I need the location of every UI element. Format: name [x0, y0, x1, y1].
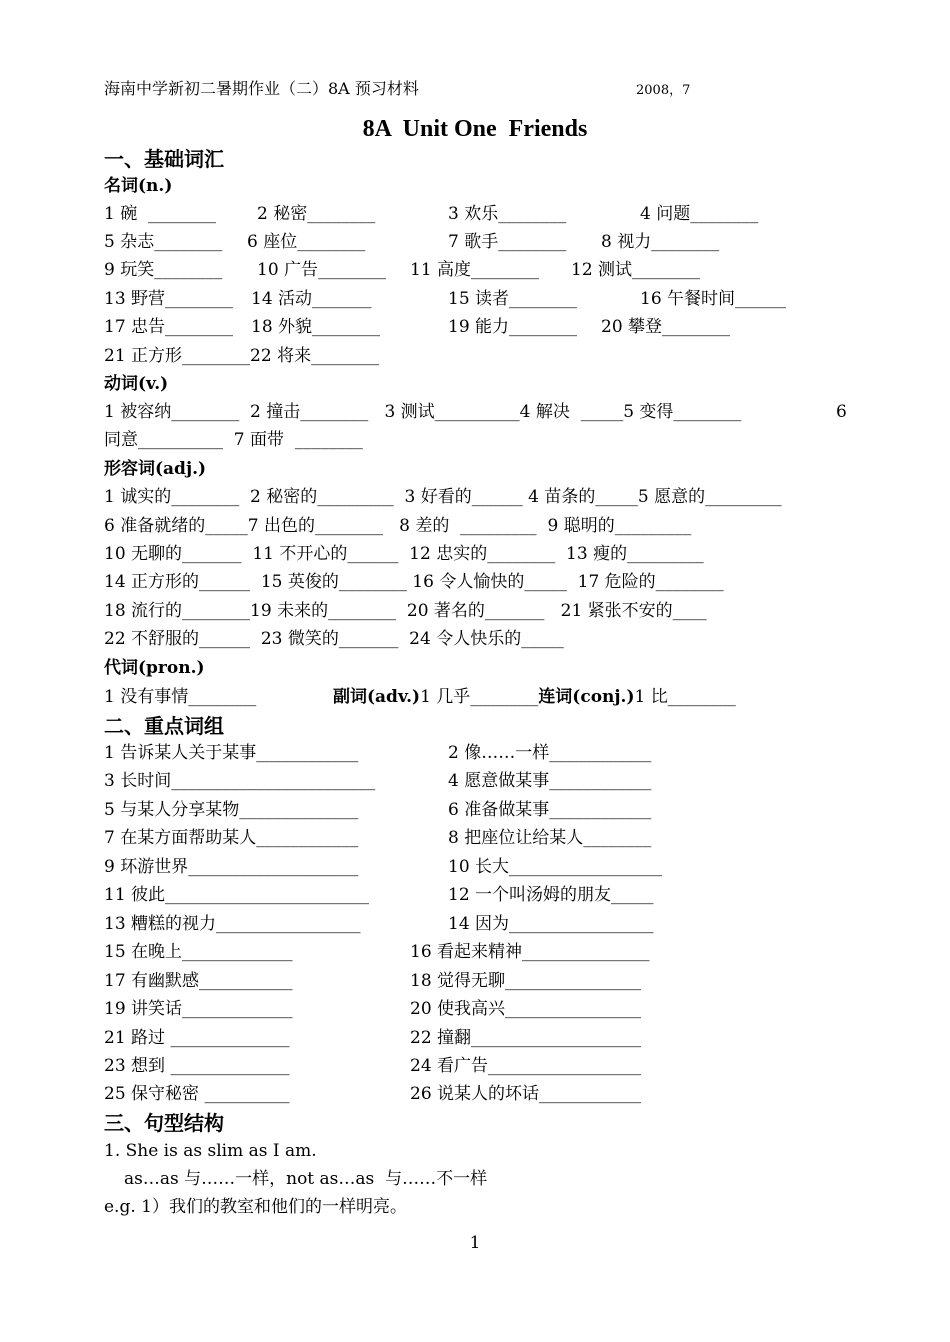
phrase-item: 13 糟糕的视力_________________	[104, 914, 361, 934]
phrase-item: 7 在某方面帮助某人____________	[104, 828, 359, 848]
noun-item: 6 座位________	[247, 232, 366, 252]
phrase-item: 24 看广告__________________	[410, 1056, 642, 1076]
phrase-item: 19 讲笑话_____________	[104, 999, 293, 1019]
phrase-item: 12 一个叫汤姆的朋友_____	[448, 885, 654, 905]
noun-item: 5 杂志________	[104, 232, 223, 252]
phrase-item: 4 愿意做某事____________	[448, 771, 652, 791]
noun-item: 15 读者________	[448, 289, 578, 309]
verb-line-end: 6	[836, 402, 847, 422]
phrase-item: 22 撞翻____________________	[410, 1028, 642, 1048]
noun-item: 8 视力________	[601, 232, 720, 252]
phrase-item: 5 与某人分享某物______________	[104, 800, 359, 820]
phrase-item: 18 觉得无聊________________	[410, 971, 642, 991]
phrase-item: 17 有幽默感___________	[104, 971, 293, 991]
noun-item: 4 问题________	[640, 204, 759, 224]
phrase-item: 16 看起来精神_______________	[410, 942, 650, 962]
category-verbs: 动词(v.)	[104, 374, 169, 394]
phrase-item: 6 准备做某事____________	[448, 800, 652, 820]
phrase-item: 2 像……一样____________	[448, 743, 652, 763]
adjective-line: 1 诚实的________ 2 秘密的_________ 3 好看的______ 4 苗条的_____5 愿意的_________	[104, 487, 782, 507]
adverb-line	[333, 686, 736, 708]
noun-item: 1 碗 ________	[104, 204, 217, 224]
conjunction-item: 1 比________	[634, 687, 736, 707]
category-conjunctions: 连词(conj.)	[538, 687, 635, 707]
phrase-item: 25 保守秘密 __________	[104, 1084, 290, 1104]
adjective-line: 6 准备就绪的_____7 出色的________ 8 差的 _________ 9 聪明的_________	[104, 516, 692, 536]
adjective-line: 22 不舒服的______ 23 微笑的_______ 24 令人快乐的_____	[104, 629, 564, 649]
section-heading-phrases: 二、重点词组	[104, 714, 224, 738]
page-header-title: 海南中学新初二暑期作业（二）8A 预习材料	[104, 79, 419, 98]
phrase-item: 9 环游世界____________________	[104, 857, 359, 877]
phrase-item: 15 在晚上_____________	[104, 942, 293, 962]
noun-item: 11 高度________	[410, 260, 540, 280]
noun-item: 18 外貌________	[251, 317, 381, 337]
phrase-item: 26 说某人的坏话____________	[410, 1084, 642, 1104]
verb-line: 同意__________ 7 面带 ________	[104, 430, 363, 450]
adjective-line: 18 流行的________19 未来的________ 20 著名的_______ 21 紧张不安的____	[104, 601, 707, 621]
verb-line: 1 被容纳________ 2 撞击________ 3 测试__________4 解决 _____5 变得________	[104, 402, 742, 422]
structure-note: as…as 与……一样，not as…as 与……不一样	[124, 1169, 488, 1189]
noun-item: 10 广告________	[257, 260, 387, 280]
section-heading-structures: 三、句型结构	[104, 1111, 224, 1135]
noun-item: 20 攀登________	[601, 317, 731, 337]
noun-item: 21 正方形________22 将来________	[104, 346, 380, 366]
phrase-item: 14 因为_________________	[448, 914, 654, 934]
adjective-line: 14 正方形的______ 15 英俊的________ 16 令人愉快的_____ 17 危险的________	[104, 572, 724, 592]
noun-item: 9 玩笑________	[104, 260, 223, 280]
category-pronouns: 代词(pron.)	[104, 658, 205, 678]
noun-item: 7 歌手________	[448, 232, 567, 252]
phrase-item: 20 使我高兴________________	[410, 999, 642, 1019]
structure-sentence: 1. She is as slim as I am.	[104, 1141, 317, 1161]
adverb-item: 1 几乎________	[420, 687, 539, 707]
page-title: 8A Unit One Friends	[362, 116, 588, 142]
phrase-item: 8 把座位让给某人________	[448, 828, 652, 848]
phrase-item: 10 长大__________________	[448, 857, 663, 877]
section-heading-vocabulary: 一、基础词汇	[104, 147, 224, 171]
page-number: 1	[469, 1233, 481, 1253]
noun-item: 17 忠告________	[104, 317, 234, 337]
phrase-item: 3 长时间________________________	[104, 771, 376, 791]
page-header-date: 2008，7	[636, 83, 691, 98]
phrase-item: 11 彼此________________________	[104, 885, 370, 905]
noun-item: 2 秘密________	[257, 204, 376, 224]
noun-item: 3 欢乐________	[448, 204, 567, 224]
category-nouns: 名词(n.)	[104, 176, 173, 196]
phrase-item: 21 路过 ______________	[104, 1028, 290, 1048]
noun-item: 12 测试________	[571, 260, 701, 280]
phrase-item: 1 告诉某人关于某事____________	[104, 743, 359, 763]
category-adverbs: 副词(adv.)	[333, 687, 421, 707]
adjective-line: 10 无聊的_______ 11 不开心的______ 12 忠实的________ 13 瘦的_________	[104, 544, 704, 564]
category-adjectives: 形容词(adj.)	[104, 459, 207, 479]
structure-example: e.g. 1）我们的教室和他们的一样明亮。	[104, 1197, 407, 1217]
noun-item: 19 能力________	[448, 317, 578, 337]
pronoun-item: 1 没有事情________	[104, 687, 257, 707]
noun-item: 16 午餐时间______	[640, 289, 787, 309]
phrase-item: 23 想到 ______________	[104, 1056, 290, 1076]
noun-item: 14 活动_______	[251, 289, 372, 309]
noun-item: 13 野营________	[104, 289, 234, 309]
